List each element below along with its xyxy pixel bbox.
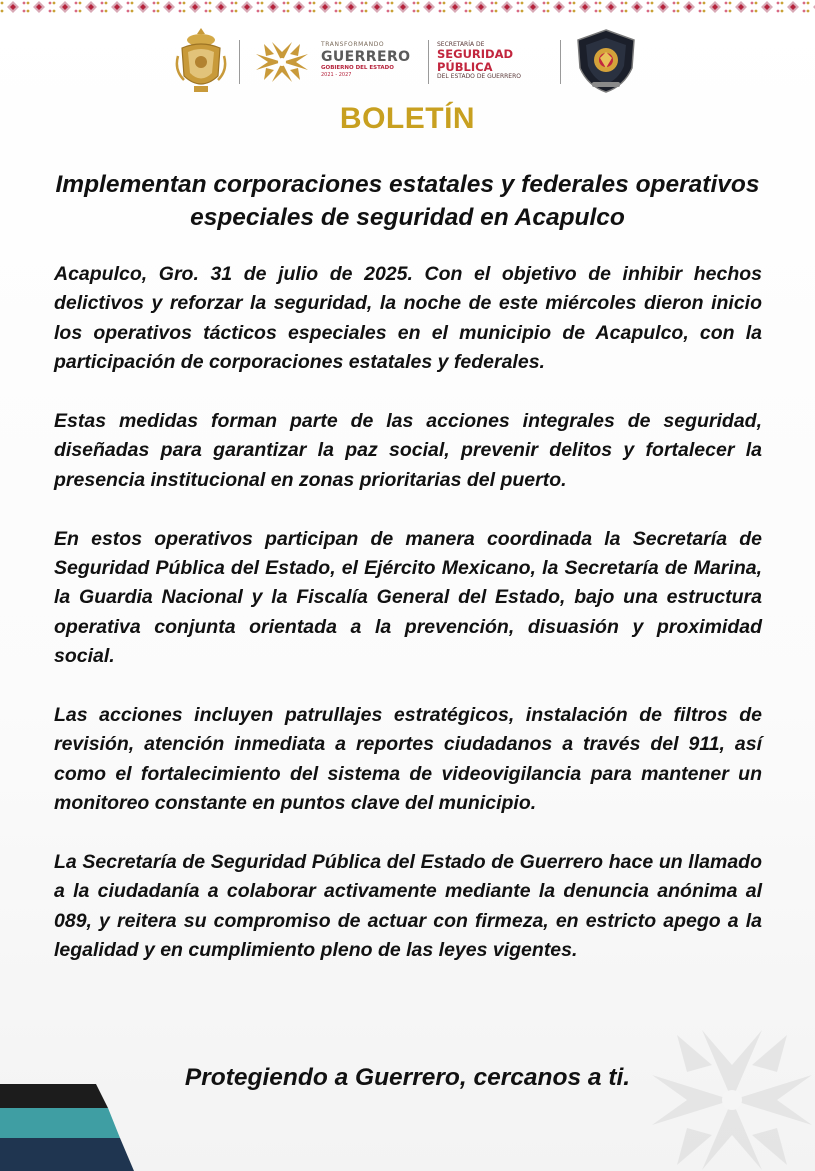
header-divider <box>239 40 240 84</box>
decorative-top-border <box>0 0 815 14</box>
paragraph: En estos operativos participan de manera coordinada la Secretaría de Seguridad Pública del Estado, el Ejército Mexicano, la Secretaría de Marina, la Guardia Nacional y la Fiscalía General del Estado, bajo una estructura operativa conjunta orientada a la prevención, disuasión y proximidad social. <box>54 527 762 668</box>
slogan: Protegiendo a Guerrero, cercanos a ti. <box>184 1064 631 1091</box>
secretaria-line-1: SEGURIDAD <box>437 47 514 61</box>
header-logos <box>0 26 815 98</box>
decorative-corner-bars <box>0 1080 160 1171</box>
gobierno-text-block <box>321 42 410 78</box>
state-coat-of-arms-logo <box>174 26 228 96</box>
gobierno-top-line: TRANSFORMANDO <box>321 41 385 48</box>
paragraph: Acapulco, Gro. 31 de julio de 2025. Con el objetivo de inhibir hechos delictivos y reforzar la seguridad, la noche de este miércoles dieron inicio los operativos tácticos especiales en el municipio de Acapulco, con la participación de corporaciones estatales y federales. <box>54 263 762 374</box>
secretaria-text-block <box>437 42 521 80</box>
headline: Implementan corporaciones estatales y federales operativos especiales de seguridad en Acapulco <box>55 171 760 231</box>
gobierno-name: GUERRERO <box>321 49 411 65</box>
secretaria-line-2: PÚBLICA <box>437 59 493 74</box>
gobierno-flower-logo <box>250 36 314 88</box>
paragraph: Las acciones incluyen patrullajes estratégicos, instalación de filtros de revisión, atención inmediata a reportes ciudadanos a través del 911, así como el fortalecimiento del sistema de videovigilancia para mantener un monitoreo constante en puntos clave del municipio. <box>54 704 762 815</box>
paragraph: La Secretaría de Seguridad Pública del Estado de Guerrero hace un llamado a la ciudadanía a colaborar activamente mediante la denuncia anónima al 089, y reitera su compromiso de actuar con firmeza, en estricto apego a la legalidad y en cumplimiento pleno de las leyes vigentes. <box>54 851 762 962</box>
gobierno-sub-line: GOBIERNO DEL ESTADO <box>321 65 394 71</box>
header-divider <box>428 40 429 84</box>
bulletin-label: BOLETÍN <box>339 102 476 135</box>
header-divider <box>560 40 561 84</box>
police-badge-logo <box>574 28 638 94</box>
article-body <box>54 260 762 995</box>
gobierno-years: 2021 - 2027 <box>321 71 352 78</box>
secretaria-sub-line: DEL ESTADO DE GUERRERO <box>437 73 521 80</box>
secretaria-top-line: SECRETARÍA DE <box>437 41 485 48</box>
paragraph: Estas medidas forman parte de las acciones integrales de seguridad, diseñadas para garantizar la paz social, prevenir delitos y fortalecer la presencia institucional en zonas prioritarias del puerto. <box>54 410 762 491</box>
